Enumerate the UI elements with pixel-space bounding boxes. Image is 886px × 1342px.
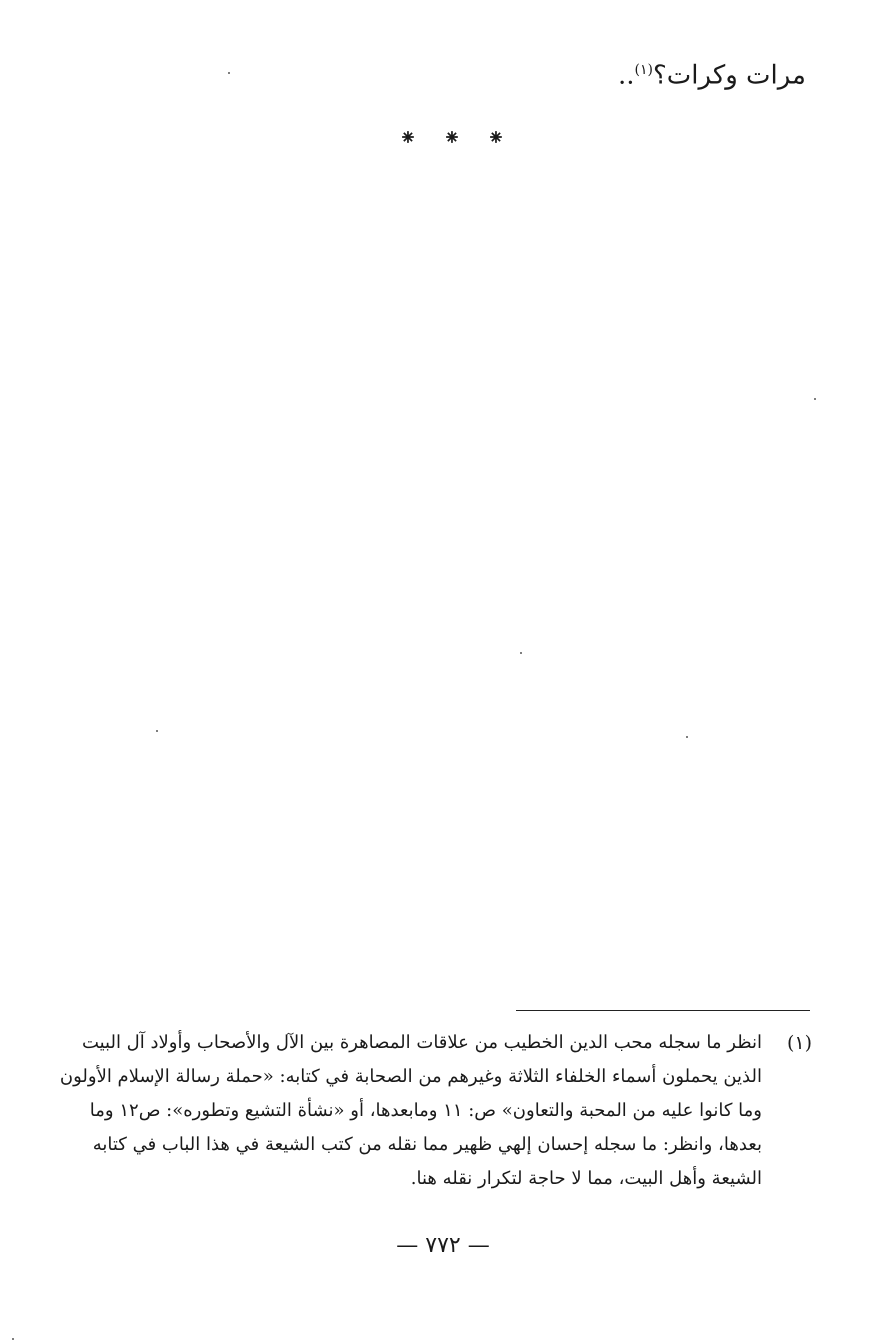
scan-speck [228,72,230,74]
footnote-line: الذين يحملون أسماء الخلفاء الثلاثة وغيرهم من الصحابة في كتابه: «حملة رسالة الإسلام الأولون [59,1066,762,1087]
footnote-separator-rule [516,1010,810,1011]
footnote-number: (١) [786,1032,812,1054]
scan-speck [156,730,158,732]
continuation-text [618,50,806,96]
scan-speck [520,652,522,654]
section-divider-asterisks [396,124,508,154]
asterism-ornament-icon: ⁕ [442,126,462,151]
scan-speck [686,736,688,738]
footnote-line: الشيعة وأهل البيت، مما لا حاجة لتكرار نقله هنا. [410,1168,762,1189]
scan-speck [12,1338,14,1340]
footnote-line: انظر ما سجله محب الدين الخطيب من علاقات المصاهرة بين الآل والأصحاب وأولاد آل البيت [81,1032,762,1053]
ellipsis-dots: .. [617,60,635,91]
footnote [59,1026,812,1196]
scan-speck [814,398,816,400]
asterism-ornament-icon: ⁕ [398,126,418,151]
footnote-text [60,1026,762,1196]
asterism-ornament-icon: ⁕ [486,126,506,151]
footnote-line: وما كانوا عليه من المحبة والتعاون» ص: ١١ ومابعدها، أو «نشأة التشيع وتطوره»: ص١٢ وما [89,1100,762,1121]
footnote-line: بعدها، وانظر: ما سجله إحسان إلهي ظهير مما نقله من كتب الشيعة في هذا الباب في كتابه [92,1134,762,1155]
continuation-sentence: مرات وكرات؟ [652,60,806,91]
page-number: — ٧٧٢ — [396,1233,490,1258]
footnote-reference[interactable]: (١) [634,62,653,78]
